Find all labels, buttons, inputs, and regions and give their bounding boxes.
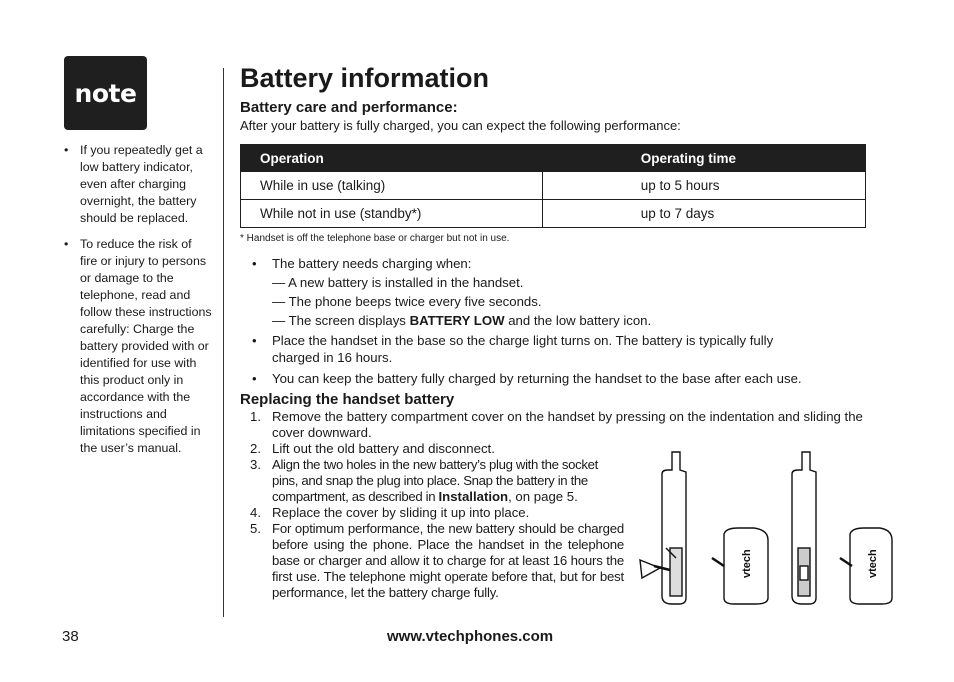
section-heading-care: Battery care and performance: — [240, 99, 458, 116]
step-item — [248, 409, 888, 441]
step-item — [248, 521, 624, 601]
vertical-divider — [223, 68, 224, 617]
note-badge — [64, 56, 147, 130]
table-header-row — [241, 145, 866, 172]
step-text: , on page 5. — [508, 489, 578, 504]
step-number: 5. — [250, 521, 261, 536]
subitem-text: — The screen displays — [272, 313, 410, 328]
table-row — [241, 172, 866, 200]
step-number: 3. — [250, 457, 261, 472]
table-cell: While in use (talking) — [241, 172, 543, 200]
step-text: Replace the cover by sliding it up into place. — [272, 505, 530, 520]
step-number: 4. — [250, 505, 261, 520]
battery-cover-2 — [840, 528, 892, 604]
note-item: • If you repeatedly get a low battery indicator, even after charging overnight, the battery should be replaced. — [62, 142, 212, 227]
step-text: Remove the battery compartment cover on the handset by pressing on the indentation and sliding the cover downward. — [272, 409, 863, 440]
section-heading-replace: Replacing the handset battery — [240, 391, 455, 408]
battery-cover-1 — [712, 528, 768, 604]
vtech-logo: vtech — [867, 549, 879, 578]
bullet-item: • Place the handset in the base so the charge light turns on. The battery is typically fully charged in 16 hours. — [248, 332, 808, 366]
table-footnote: * Handset is off the telephone base or charger but not in use. — [240, 233, 510, 244]
note-label: note — [74, 78, 137, 108]
page-number: 38 — [62, 628, 79, 645]
bullet-subitem: — The phone beeps twice every five seconds. — [272, 294, 542, 309]
handset-open-2 — [792, 452, 816, 604]
step-item — [248, 457, 624, 505]
table-cell: up to 7 days — [542, 200, 865, 228]
handset-open-1 — [640, 452, 686, 604]
table-cell: While not in use (standby*) — [241, 200, 543, 228]
note-item: • To reduce the risk of fire or injury to persons or damage to the telephone, read and follow these instructions carefully: Charge the battery provided with or identified for use with this product only in accordance with the instructions and limitations specified in the user’s manual. — [62, 236, 212, 457]
step-text: For optimum performance, the new battery should be charged before using the phone. Place the handset in the telephone base or charger and allow it to charge for at least 16 hours the first use. The telephone might operate before that, but for best performance, let the battery charge fully. — [272, 521, 624, 600]
subitem-text: and the low battery icon. — [504, 313, 652, 328]
bullet-item — [248, 255, 878, 329]
table-header: Operation — [241, 145, 543, 172]
charging-bullets — [248, 255, 878, 387]
table-row — [241, 200, 866, 228]
care-intro: After your battery is fully charged, you can expect the following performance: — [240, 118, 681, 133]
vtech-logo: vtech — [741, 549, 753, 578]
battery-replacement-illustration — [632, 448, 898, 608]
step-item — [248, 505, 624, 521]
battery-low-text: BATTERY LOW — [409, 313, 505, 328]
step-number: 2. — [250, 441, 261, 456]
installation-text: Installation — [438, 489, 509, 504]
page-title: Battery information — [240, 63, 490, 93]
footer-url[interactable]: www.vtechphones.com — [387, 628, 554, 645]
step-number: 1. — [250, 409, 261, 424]
step-text: Align the two holes in the new battery’s plug with the socket pins, and snap the plug into place. Snap the battery in the compartment, as described in — [272, 457, 598, 504]
table-cell: up to 5 hours — [542, 172, 865, 200]
bullet-subitem — [272, 312, 878, 329]
bullet-item: • You can keep the battery fully charged by returning the handset to the base after each use. — [248, 370, 878, 387]
sidebar-notes — [62, 142, 212, 466]
performance-table — [240, 144, 866, 228]
bullet-text: • The battery needs charging when: — [272, 256, 472, 271]
main-content — [240, 62, 890, 134]
step-text: Lift out the old battery and disconnect. — [272, 441, 495, 456]
bullet-subitem: — A new battery is installed in the handset. — [272, 275, 524, 290]
table-header: Operating time — [542, 145, 865, 172]
